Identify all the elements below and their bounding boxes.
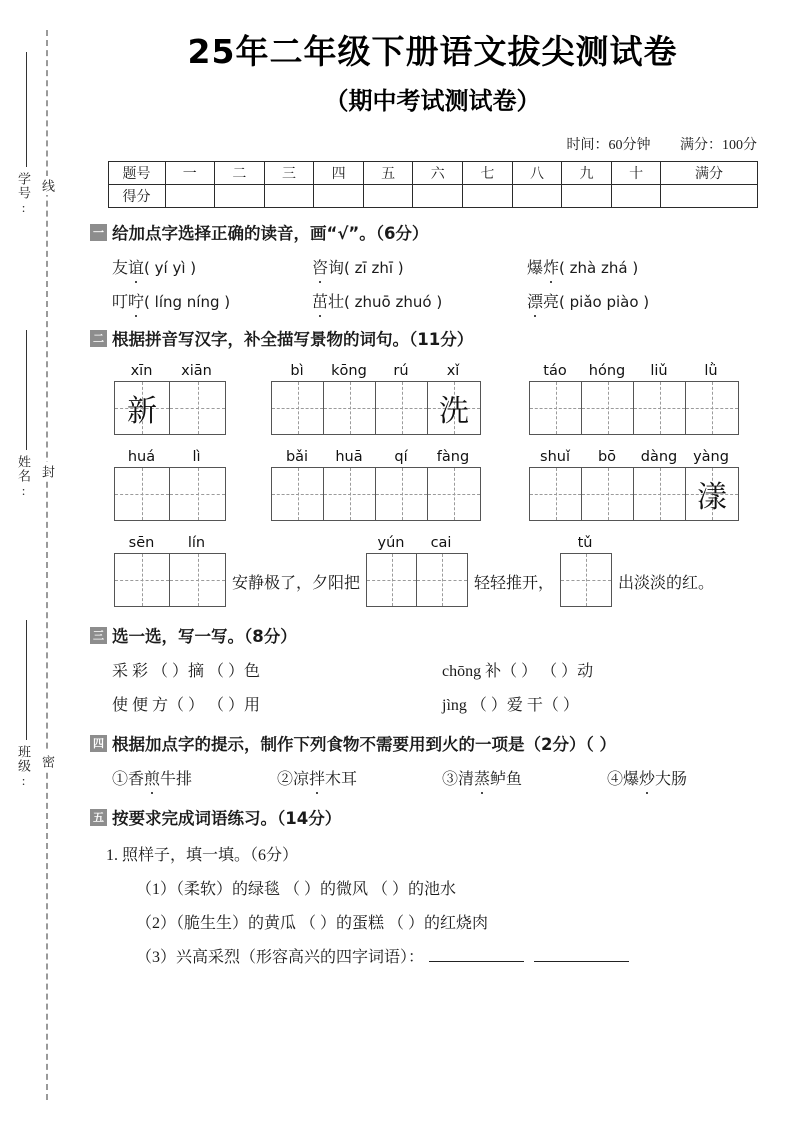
time-label: 时间：60分钟 xyxy=(566,138,651,153)
section-number-badge-4: 四 xyxy=(90,735,107,752)
section-two xyxy=(72,326,793,607)
section-five-q1-label: 1. 照样子，填一填。（6分） xyxy=(106,847,299,864)
section-three-header xyxy=(90,623,793,647)
choose-write-item-shibian[interactable]: 使 便 方（ ） （ ）用 xyxy=(112,697,261,714)
tianzige-cell[interactable] xyxy=(634,468,686,520)
tianzige-cell[interactable] xyxy=(530,468,582,520)
choose-write-row-1 xyxy=(90,658,793,681)
pinyin-group-tu[interactable] xyxy=(560,535,612,607)
score-input-7[interactable] xyxy=(463,185,513,208)
pinyin-sentence-row xyxy=(90,535,793,607)
pinyin-group-yuncai[interactable] xyxy=(366,535,468,607)
tianzige-cell[interactable] xyxy=(272,468,324,520)
section-number-badge-3: 三 xyxy=(90,627,107,644)
tianzige-taohongliulv xyxy=(529,381,739,435)
section-two-title: 根据拼音写汉字，补全描写景物的词句。（11分） xyxy=(112,330,474,349)
score-col-4: 四 xyxy=(314,162,364,185)
tianzige-yuncai xyxy=(366,553,468,607)
fill-blank-line-2[interactable]: （2）（脆生生）的黄瓜 （ ）的蛋糕 （ ）的红烧肉 xyxy=(136,915,489,932)
tianzige-cell[interactable] xyxy=(686,382,738,434)
tianzige-cell[interactable]: 漾 xyxy=(686,468,738,520)
option-item-2[interactable]: ②凉拌木耳 xyxy=(277,766,442,789)
score-col-5: 五 xyxy=(363,162,413,185)
tianzige-cell[interactable] xyxy=(115,468,170,520)
answer-blank-1[interactable] xyxy=(429,946,524,962)
score-table xyxy=(108,161,758,208)
pinyin-labels-bikongruxi: bì kōng rú xǐ xyxy=(290,363,460,379)
pinyin-labels-shuibodangyang: shuǐ bō dàng yàng xyxy=(540,449,729,465)
exam-sheet xyxy=(72,0,793,1122)
section-four-header xyxy=(90,731,793,755)
tianzige-cell[interactable] xyxy=(582,382,634,434)
score-col-8: 八 xyxy=(512,162,562,185)
pron-item-4[interactable]: 叮咛( líng níng ) xyxy=(112,289,312,312)
fill-blank-line-1[interactable]: （1）（柔软）的绿毯 （ ）的微风 （ ）的池水 xyxy=(136,881,457,898)
pron-item-5[interactable]: 茁壮( zhuō zhuó ) xyxy=(312,289,527,312)
score-input-3[interactable] xyxy=(264,185,314,208)
student-id-label: 学号: xyxy=(16,172,31,216)
section-four xyxy=(72,731,793,789)
pron-item-6[interactable]: 漂亮( piǎo piào ) xyxy=(527,289,649,312)
pinyin-labels-yuncai: yún cai xyxy=(377,535,452,551)
pinyin-grid-row-2 xyxy=(90,449,793,521)
sentence-text-1: 安静极了，夕阳把 xyxy=(232,575,361,592)
class-name-rule xyxy=(26,620,27,740)
score-input-9[interactable] xyxy=(562,185,612,208)
choose-write-row-2 xyxy=(90,692,793,715)
tianzige-cell[interactable] xyxy=(634,382,686,434)
pronunciation-row-2 xyxy=(90,289,793,312)
page-title: 25年二年级下册语文拔尖测试卷 xyxy=(187,32,678,71)
tianzige-cell[interactable] xyxy=(324,382,376,434)
score-input-8[interactable] xyxy=(512,185,562,208)
student-id-rule xyxy=(26,52,27,167)
tianzige-xinxian xyxy=(114,381,226,435)
section-number-badge-1: 一 xyxy=(90,224,107,241)
pron-item-3[interactable]: 爆炸( zhà zhá ) xyxy=(527,255,638,278)
sentence-text-2: 轻轻推开， xyxy=(474,575,555,592)
score-input-6[interactable] xyxy=(413,185,463,208)
tianzige-tu xyxy=(560,553,612,607)
student-name-rule xyxy=(26,330,27,450)
score-col-1: 一 xyxy=(165,162,215,185)
pinyin-group-baihuaqifang[interactable] xyxy=(271,449,481,521)
section-one-title: 给加点字选择正确的读音，画“√”。（6分） xyxy=(112,224,429,243)
pinyin-group-shuibodangyang[interactable] xyxy=(529,449,739,521)
tianzige-cell[interactable] xyxy=(272,382,324,434)
score-col-3: 三 xyxy=(264,162,314,185)
tianzige-cell[interactable] xyxy=(582,468,634,520)
tianzige-cell[interactable] xyxy=(170,468,225,520)
tianzige-cell[interactable] xyxy=(115,554,170,606)
section-four-title: 根据加点字的提示，制作下列食物不需要用到火的一项是（2分）（ ） xyxy=(112,735,616,754)
choose-write-item-chong[interactable]: chōng 补（ ） （ ）动 xyxy=(442,663,594,680)
tianzige-bikongruxi xyxy=(271,381,481,435)
score-col-6: 六 xyxy=(413,162,463,185)
section-one-header xyxy=(90,220,793,244)
score-table-row-label-1: 题号 xyxy=(108,162,165,185)
score-input-total[interactable] xyxy=(661,185,757,208)
seal-char-feng: 封 xyxy=(38,462,57,481)
option-item-1[interactable]: ①香煎牛排 xyxy=(112,766,277,789)
score-col-7: 七 xyxy=(463,162,513,185)
section-two-header xyxy=(90,326,793,350)
fill-blank-line-3 xyxy=(90,944,793,967)
seal-margin xyxy=(0,0,72,1122)
exam-meta xyxy=(72,134,793,154)
page-subtitle: （期中考试测试卷） xyxy=(324,87,541,115)
pinyin-labels-baihuaqifang: bǎi huā qí fàng xyxy=(285,449,470,465)
tianzige-cell[interactable] xyxy=(417,554,467,606)
tianzige-cell[interactable] xyxy=(376,468,428,520)
score-col-total: 满分 xyxy=(661,162,757,185)
seal-char-xian: 线 xyxy=(38,176,57,195)
tianzige-cell[interactable] xyxy=(376,382,428,434)
score-table-input-row xyxy=(108,185,757,208)
choose-write-item-jing[interactable]: jìng （ ）爱 干（ ） xyxy=(442,697,579,714)
score-col-2: 二 xyxy=(215,162,265,185)
tianzige-cell[interactable] xyxy=(367,554,417,606)
class-name-label: 班级: xyxy=(16,745,31,789)
score-table-header-row xyxy=(108,162,757,185)
score-input-5[interactable] xyxy=(363,185,413,208)
tianzige-cell[interactable]: 洗 xyxy=(428,382,480,434)
pronunciation-row-1 xyxy=(90,255,793,278)
tianzige-cell[interactable] xyxy=(530,382,582,434)
pinyin-labels-senlin: sēn lín xyxy=(128,535,206,551)
tianzige-huali xyxy=(114,467,226,521)
sentence-text-3: 出淡淡的红。 xyxy=(618,575,715,592)
tianzige-senlin xyxy=(114,553,226,607)
pinyin-labels-huali: huá lì xyxy=(127,449,201,465)
pinyin-grid-row-1 xyxy=(90,363,793,435)
pinyin-group-senlin[interactable] xyxy=(114,535,226,607)
section-one xyxy=(72,220,793,312)
tianzige-shuibodangyang xyxy=(529,467,739,521)
score-col-10: 十 xyxy=(611,162,661,185)
tianzige-cell[interactable]: 新 xyxy=(115,382,170,434)
score-table-row-label-2: 得分 xyxy=(108,185,165,208)
section-four-options-row xyxy=(90,766,793,789)
pinyin-labels-tu: tǔ xyxy=(577,535,593,551)
section-three-title: 选一选，写一写。（8分） xyxy=(112,627,297,646)
section-three xyxy=(72,623,793,715)
pinyin-group-xinxian[interactable] xyxy=(114,363,226,435)
pinyin-group-bikongruxi[interactable] xyxy=(271,363,481,435)
section-five-header xyxy=(90,805,793,829)
pron-item-2[interactable]: 咨询( zī zhī ) xyxy=(312,255,527,278)
score-input-2[interactable] xyxy=(215,185,265,208)
tianzige-cell[interactable] xyxy=(324,468,376,520)
section-number-badge-2: 二 xyxy=(90,330,107,347)
score-col-9: 九 xyxy=(562,162,612,185)
tianzige-cell[interactable] xyxy=(428,468,480,520)
total-score-label: 满分：100分 xyxy=(680,138,757,153)
pinyin-labels-xinxian: xīn xiān xyxy=(130,363,212,379)
pinyin-labels-taohongliulv: táo hóng liǔ lǜ xyxy=(543,363,718,379)
tianzige-cell[interactable] xyxy=(170,382,225,434)
pinyin-group-taohongliulv[interactable] xyxy=(529,363,739,435)
seal-char-mi: 密 xyxy=(38,752,57,771)
option-item-3[interactable]: ③清蒸鲈鱼 xyxy=(442,766,607,789)
score-input-10[interactable] xyxy=(611,185,661,208)
pron-item-1[interactable]: 友谊( yí yì ) xyxy=(112,255,312,278)
student-name-label: 姓名: xyxy=(16,455,31,499)
tianzige-cell[interactable] xyxy=(170,554,225,606)
tianzige-cell[interactable] xyxy=(561,554,611,606)
pinyin-group-huali[interactable] xyxy=(114,449,226,521)
option-item-4[interactable]: ④爆炒大肠 xyxy=(607,766,687,789)
answer-blank-2[interactable] xyxy=(534,946,629,962)
section-number-badge-5: 五 xyxy=(90,809,107,826)
score-input-4[interactable] xyxy=(314,185,364,208)
section-five xyxy=(72,805,793,967)
section-five-title: 按要求完成词语练习。（14分） xyxy=(112,809,342,828)
score-input-1[interactable] xyxy=(165,185,215,208)
fill-blank-line-3-prefix: （3）兴高采烈（形容高兴的四字词语）： xyxy=(136,949,425,966)
tianzige-baihuaqifang xyxy=(271,467,481,521)
choose-write-item-caicai[interactable]: 采 彩 （ ）摘 （ ）色 xyxy=(112,663,261,680)
